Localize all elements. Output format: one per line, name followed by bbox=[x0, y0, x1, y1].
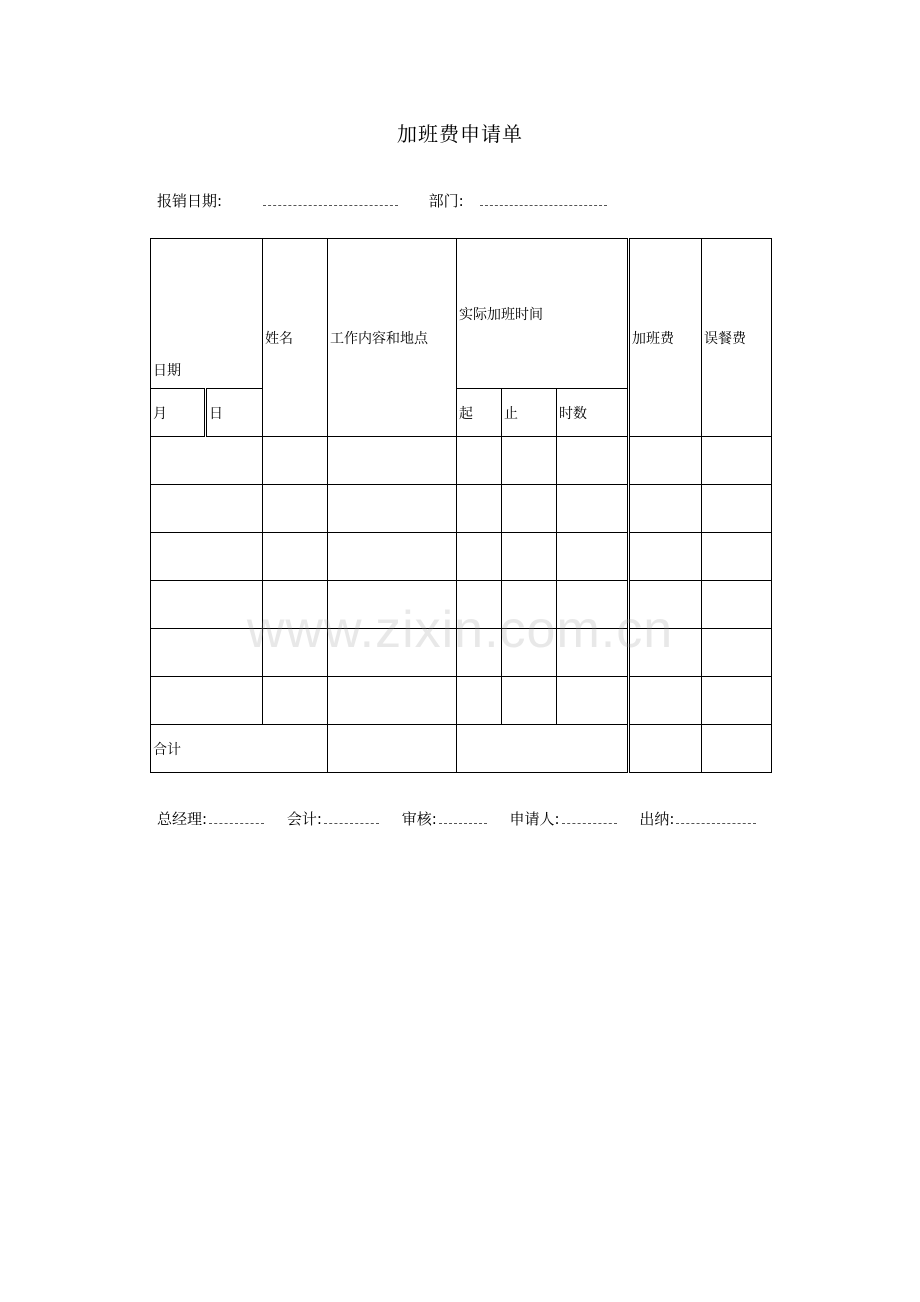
table-row bbox=[151, 677, 772, 725]
accountant-signature bbox=[287, 808, 379, 829]
cell-end[interactable] bbox=[502, 677, 557, 725]
page-title: 加班费申请单 bbox=[397, 122, 523, 146]
cell-name[interactable] bbox=[263, 485, 328, 533]
cell-end[interactable] bbox=[502, 533, 557, 581]
gm-label: 总经理: bbox=[157, 810, 208, 828]
table-row bbox=[151, 485, 772, 533]
overtime-table bbox=[150, 238, 772, 773]
dept-field[interactable] bbox=[480, 192, 607, 206]
table-row bbox=[151, 437, 772, 485]
cell-name[interactable] bbox=[263, 677, 328, 725]
header-meal-fee: 误餐费 bbox=[702, 239, 772, 437]
total-work[interactable] bbox=[328, 725, 457, 773]
total-row bbox=[151, 725, 772, 773]
header-line bbox=[157, 190, 607, 211]
cell-overtime-fee[interactable] bbox=[629, 533, 702, 581]
cell-meal-fee[interactable] bbox=[702, 677, 772, 725]
total-time[interactable] bbox=[457, 725, 629, 773]
accountant-field[interactable] bbox=[324, 810, 379, 824]
gm-signature bbox=[157, 808, 264, 829]
cell-overtime-fee[interactable] bbox=[629, 437, 702, 485]
applicant-field[interactable] bbox=[562, 810, 617, 824]
total-overtime-fee[interactable] bbox=[629, 725, 702, 773]
cell-meal-fee[interactable] bbox=[702, 485, 772, 533]
applicant-label: 申请人: bbox=[509, 810, 560, 828]
header-month: 月 bbox=[151, 389, 206, 437]
cell-name[interactable] bbox=[263, 437, 328, 485]
total-label: 合计 bbox=[151, 725, 328, 773]
cashier-signature bbox=[639, 808, 756, 829]
cell-hours[interactable] bbox=[557, 485, 629, 533]
header-date: 日期 bbox=[151, 239, 263, 389]
total-meal-fee[interactable] bbox=[702, 725, 772, 773]
reviewer-label: 审核: bbox=[401, 810, 437, 828]
cell-date[interactable] bbox=[151, 533, 263, 581]
cell-end[interactable] bbox=[502, 485, 557, 533]
cell-work[interactable] bbox=[328, 485, 457, 533]
date-label: 报销日期: bbox=[157, 192, 223, 210]
header-actual-time: 实际加班时间 bbox=[457, 239, 629, 389]
cell-overtime-fee[interactable] bbox=[629, 485, 702, 533]
cell-name[interactable] bbox=[263, 533, 328, 581]
header-overtime-fee: 加班费 bbox=[629, 239, 702, 437]
cell-start[interactable] bbox=[457, 485, 502, 533]
reviewer-field[interactable] bbox=[439, 810, 487, 824]
cell-start[interactable] bbox=[457, 677, 502, 725]
cell-work[interactable] bbox=[328, 437, 457, 485]
cell-date[interactable] bbox=[151, 437, 263, 485]
cell-overtime-fee[interactable] bbox=[629, 677, 702, 725]
accountant-label: 会计: bbox=[286, 810, 322, 828]
signature-line bbox=[157, 808, 774, 829]
reviewer-signature bbox=[402, 808, 487, 829]
cashier-field[interactable] bbox=[676, 810, 756, 824]
cell-hours[interactable] bbox=[557, 677, 629, 725]
applicant-signature bbox=[510, 808, 617, 829]
cell-meal-fee[interactable] bbox=[702, 437, 772, 485]
cashier-label: 出纳: bbox=[639, 810, 675, 828]
cell-work[interactable] bbox=[328, 533, 457, 581]
cell-date[interactable] bbox=[151, 485, 263, 533]
cell-date[interactable] bbox=[151, 677, 263, 725]
cell-start[interactable] bbox=[457, 533, 502, 581]
header-work: 工作内容和地点 bbox=[328, 239, 457, 437]
gm-field[interactable] bbox=[209, 810, 264, 824]
date-field[interactable] bbox=[263, 192, 398, 206]
cell-hours[interactable] bbox=[557, 437, 629, 485]
watermark: www.zixin.com.cn bbox=[246, 601, 674, 659]
cell-hours[interactable] bbox=[557, 533, 629, 581]
header-end: 止 bbox=[502, 389, 557, 437]
cell-meal-fee[interactable] bbox=[702, 533, 772, 581]
cell-work[interactable] bbox=[328, 677, 457, 725]
table-row bbox=[151, 533, 772, 581]
cell-start[interactable] bbox=[457, 437, 502, 485]
cell-end[interactable] bbox=[502, 437, 557, 485]
dept-label: 部门: bbox=[428, 192, 464, 210]
header-name: 姓名 bbox=[263, 239, 328, 437]
header-hours: 时数 bbox=[557, 389, 629, 437]
header-start: 起 bbox=[457, 389, 502, 437]
header-day: 日 bbox=[206, 389, 263, 437]
